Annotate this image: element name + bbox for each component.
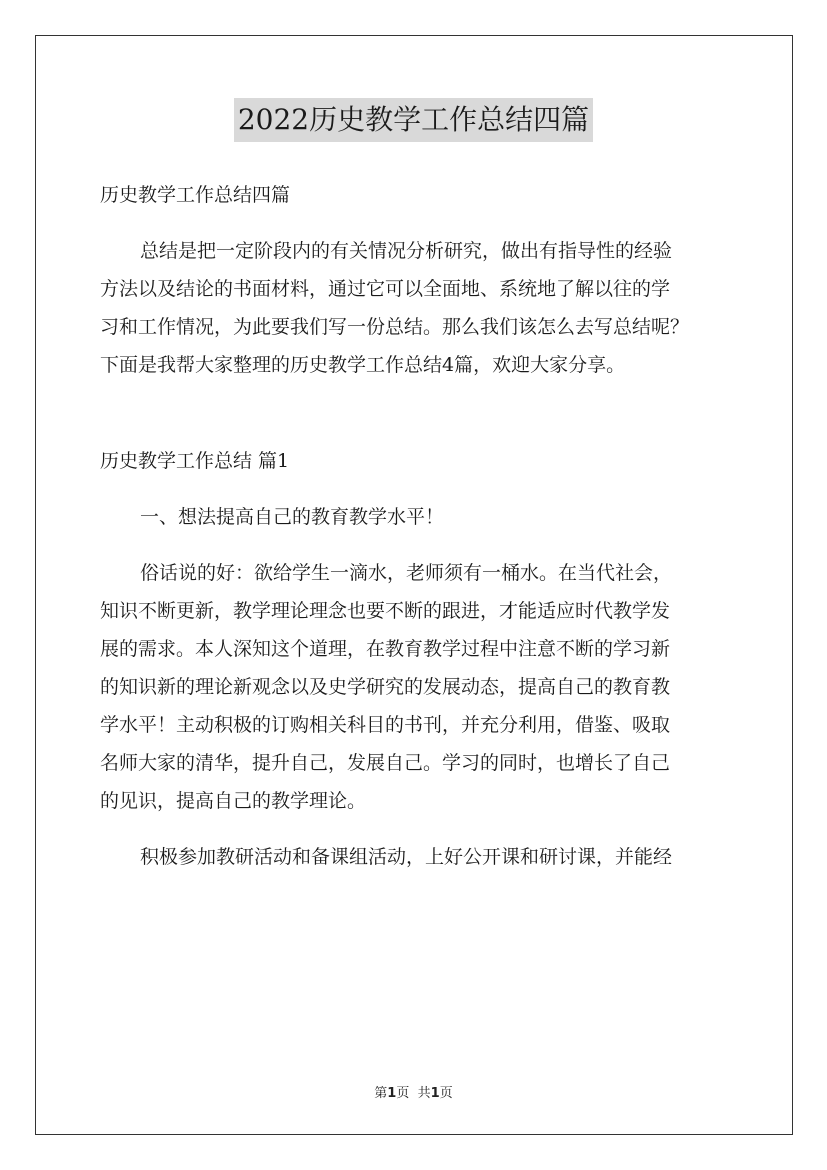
paragraph-line: 的见识，提高自己的教学理论。 xyxy=(100,790,367,812)
footer-page-number: 1 xyxy=(387,1086,397,1101)
paragraph-2 xyxy=(100,838,728,876)
page-footer xyxy=(0,1082,827,1101)
point-heading: 一、想法提高自己的教育教学水平！ xyxy=(140,506,445,528)
intro-line: 方法以及结论的书面材料，通过它可以全面地、系统地了解以往的学 xyxy=(100,278,671,300)
section-heading: 历史教学工作总结 篇1 xyxy=(100,450,290,472)
paragraph-1 xyxy=(100,554,728,820)
footer-page-unit: 页 xyxy=(396,1086,410,1101)
document-title xyxy=(0,98,827,142)
paragraph-line: 展的需求。本人深知这个道理，在教育教学过程中注意不断的学习新 xyxy=(100,638,671,660)
document-body xyxy=(100,176,728,876)
footer-total-label: 共 xyxy=(417,1086,431,1101)
paragraph-line: 的知识新的理论新观念以及史学研究的发展动态，提高自己的教育教 xyxy=(100,676,671,698)
intro-line: 习和工作情况，为此要我们写一份总结。那么我们该怎么去写总结呢？ xyxy=(100,316,690,338)
paragraph-line: 知识不断更新，教学理论理念也要不断的跟进，才能适应时代教学发 xyxy=(100,600,671,622)
footer-page-label: 第 xyxy=(374,1086,388,1101)
footer-total-number: 1 xyxy=(430,1086,440,1101)
intro-paragraph xyxy=(100,232,728,384)
document-title-text: 2022历史教学工作总结四篇 xyxy=(234,98,593,142)
paragraph-line: 名师大家的清华，提升自己，发展自己。学习的同时，也增长了自己 xyxy=(100,752,671,774)
paragraph-line: 积极参加教研活动和备课组活动，上好公开课和研讨课，并能经 xyxy=(140,846,673,868)
subtitle: 历史教学工作总结四篇 xyxy=(100,184,291,206)
paragraph-line: 俗话说的好：欲给学生一滴水，老师须有一桶水。在当代社会， xyxy=(140,562,673,584)
intro-line: 下面是我帮大家整理的历史教学工作总结4篇，欢迎大家分享。 xyxy=(100,354,626,376)
footer-total-unit: 页 xyxy=(439,1086,453,1101)
intro-line: 总结是把一定阶段内的有关情况分析研究，做出有指导性的经验 xyxy=(140,240,673,262)
paragraph-line: 学水平！主动积极的订购相关科目的书刊，并充分利用，借鉴、吸取 xyxy=(100,714,671,736)
